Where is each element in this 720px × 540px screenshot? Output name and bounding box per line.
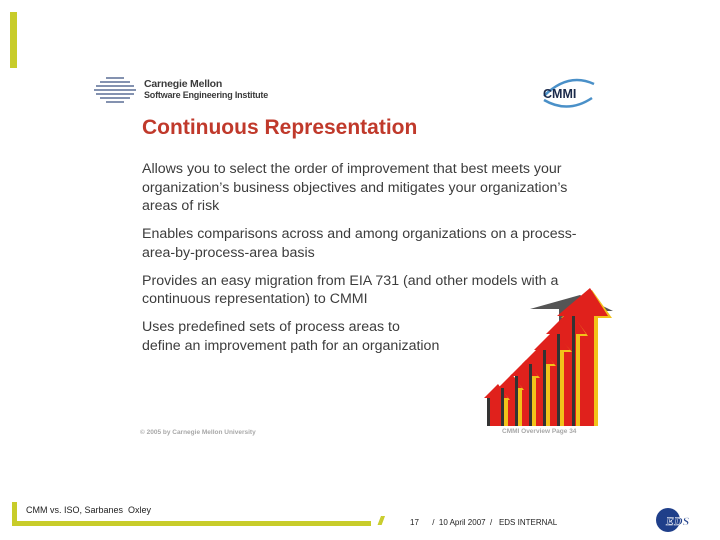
footer-rule xyxy=(17,521,371,526)
sei-logo xyxy=(92,76,312,106)
footer-page-date: 17 / 10 April 2007 / EDS INTERNAL xyxy=(410,518,558,527)
sei-logo-line-2: Software Engineering Institute xyxy=(144,90,269,100)
slide-title: Continuous Representation xyxy=(142,116,418,139)
eds-logo xyxy=(654,506,702,534)
sei-stripes-icon xyxy=(92,76,138,104)
bullet-item: Uses predefined sets of process areas to define an improvement path for an organization xyxy=(142,319,440,354)
staircase-arrows-graphic xyxy=(440,288,615,426)
footer-rule-slashes: /// xyxy=(378,514,383,528)
bullet-item: Provides an easy migration from EIA 731 (and other models with a continuous representation) to CMMI xyxy=(142,272,559,307)
cmmi-logo xyxy=(538,74,598,110)
footer-subject: CMM vs. ISO, Sarbanes Oxley xyxy=(26,505,152,515)
cmmi-logo-text: CMMI xyxy=(543,87,577,101)
bullet-item: Allows you to select the order of improvement that best meets your organization’s business objectives and mitigates your organization’s areas of risk xyxy=(142,161,568,214)
sei-logo-line-1: Carnegie Mellon xyxy=(144,78,223,90)
eds-logo-text: EDS xyxy=(666,514,690,528)
slide-page-label: CMMI Overview Page 34 xyxy=(502,428,577,435)
slide-content xyxy=(90,70,615,446)
sei-logo-text xyxy=(144,79,268,101)
bullet-item: Enables comparisons across and among organizations on a process-area-by-process-area basis xyxy=(142,226,577,261)
accent-bar-top xyxy=(10,12,17,68)
slide-copyright: © 2005 by Carnegie Mellon University xyxy=(140,429,256,436)
